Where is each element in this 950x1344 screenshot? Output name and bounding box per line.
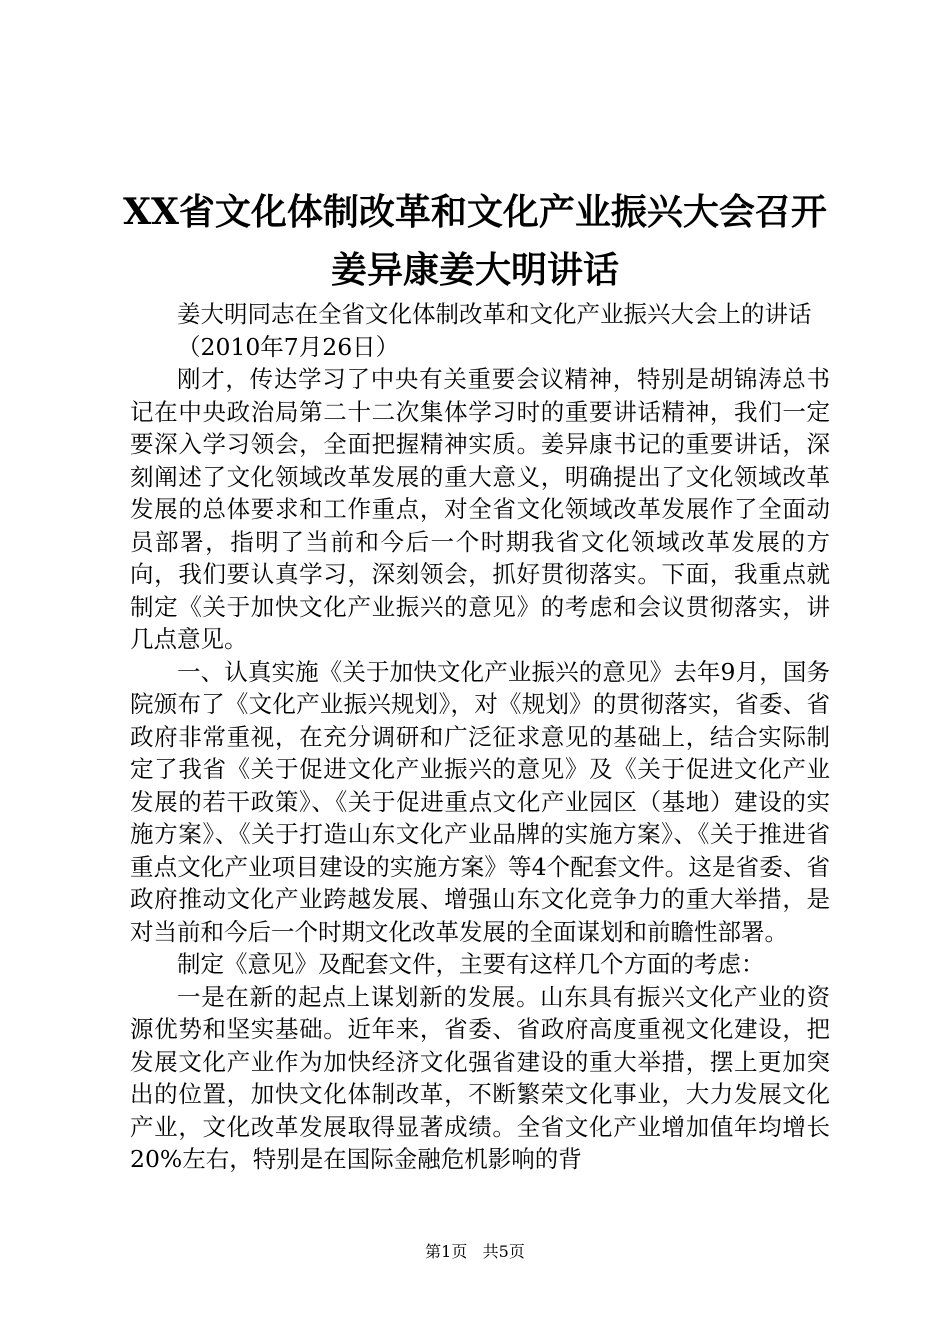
body-paragraph: 一是在新的起点上谋划新的发展。山东具有振兴文化产业的资源优势和坚实基础。近年来，省委、省政府高度重视文化建设，把发展文化产业作为加快经济文化强省建设的重大举措，摆上更加突出的位置，加快文化体制改革，不断繁荣文化事业，大力发展文化产业，文化改革发展取得显著成绩。全省文化产业增加值年均增长20%左右，特别是在国际金融危机影响的背 [130,982,830,1173]
speech-heading-paragraph: 姜大明同志在全省文化体制改革和文化产业振兴大会上的讲话 [177,300,812,328]
document-body [130,298,830,1176]
page-footer [0,1241,950,1263]
body-paragraph: 刚才，传达学习了中央有关重要会议精神，特别是胡锦涛总书记在中央政治局第二十二次集体学习时的重要讲话精神，我们一定要深入学习领会，全面把握精神实质。姜异康书记的重要讲话，深刻阐述了文化领域改革发展的重大意义，明确提出了文化领域改革发展的总体要求和工作重点，对全省文化领域改革发展作了全面动员部署，指明了当前和今后一个时期我省文化领域改革发展的方向，我们要认真学习，深刻领会，抓好贯彻落实。下面，我重点就制定《关于加快文化产业振兴的意见》的考虑和会议贯彻落实，讲几点意见。 [130,365,830,653]
page-separator [472,1242,477,1261]
speech-date-paragraph: （2010年7月26日） [177,332,400,361]
document-title-line-1: XX省文化体制改革和文化产业振兴大会召开 [123,191,827,233]
page-total: 共5页 [482,1242,525,1261]
body-paragraph: 一、认真实施《关于加快文化产业振兴的意见》去年9月，国务院颁布了《文化产业振兴规划》，对《规划》的贯彻落实，省委、省政府非常重视，在充分调研和广泛征求意见的基础上，结合实际制定了我省《关于促进文化产业振兴的意见》及《关于促进文化产业发展的若干政策》、《关于促进重点文化产业园区（基地）建设的实施方案》、《关于打造山东文化产业品牌的实施方案》、《关于推进省重点文化产业项目建设的实施方案》等4个配套文件。这是省委、省政府推动文化产业跨越发展、增强山东文化竞争力的重大举措，是对当前和今后一个时期文化改革发展的全面谋划和前瞻性部署。 [130,657,830,946]
page-number: 第1页 [425,1242,468,1261]
document-title-line-2: 姜异康姜大明讲话 [330,249,619,291]
body-paragraph: 制定《意见》及配套文件，主要有这样几个方面的考虑： [177,950,765,978]
